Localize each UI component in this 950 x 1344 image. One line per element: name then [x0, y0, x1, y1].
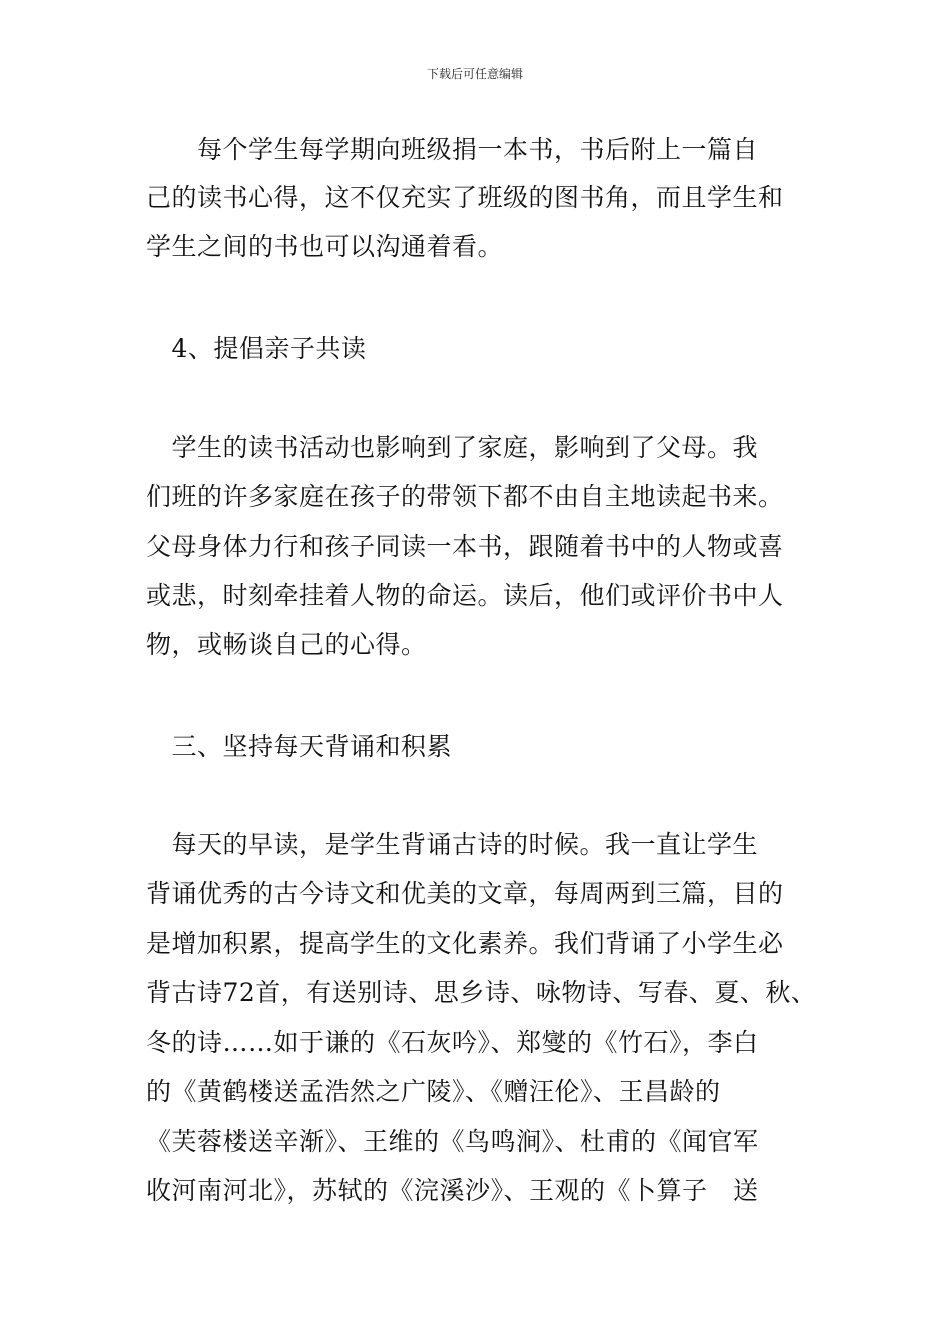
paragraph-2-line-5: 物，或畅谈自己的心得。: [146, 630, 427, 659]
page-header: 下载后可任意编辑: [426, 67, 523, 81]
paragraph-1-line-3: 学生之间的书也可以沟通着看。: [146, 232, 504, 261]
paragraph-2-line-3: 父母身体力行和孩子同读一本书，跟随着书中的人物或喜: [146, 532, 784, 561]
paragraph-3-line-4: 背古诗72首，有送别诗、思乡诗、咏物诗、写春、夏、秋、: [146, 978, 817, 1007]
paragraph-2-line-2: 们班的许多家庭在孩子的带领下都不由自主地读起书来。: [146, 482, 784, 511]
paragraph-3-line-8: 收河南河北》，苏轼的《浣溪沙》、王观的《卜算子 送: [146, 1176, 759, 1205]
paragraph-3-line-5: 冬的诗……如于谦的《石灰吟》、郑燮的《竹石》，李白: [146, 1028, 759, 1057]
paragraph-3-line-3: 是增加积累，提高学生的文化素养。我们背诵了小学生必: [146, 929, 784, 958]
paragraph-1-line-2: 己的读书心得，这不仅充实了班级的图书角，而且学生和: [146, 183, 784, 212]
paragraph-2-line-4: 或悲，时刻牵挂着人物的命运。读后，他们或评价书中人: [146, 581, 784, 610]
paragraph-3-line-7: 《芙蓉楼送辛渐》、王维的《鸟鸣涧》、杜甫的《闻官军: [146, 1127, 759, 1156]
paragraph-2-line-1: 学生的读书活动也影响到了家庭，影响到了父母。我: [146, 433, 759, 462]
paragraph-3-line-6: 的《黄鹤楼送孟浩然之广陵》、《赠汪伦》、王昌龄的: [146, 1077, 721, 1106]
section-heading-4: 4、提倡亲子共读: [146, 334, 367, 363]
paragraph-3-line-1: 每天的早读，是学生背诵古诗的时候。我一直让学生: [146, 830, 759, 859]
paragraph-1-line-1: 每个学生每学期向班级捐一本书，书后附上一篇自: [146, 135, 759, 164]
section-heading-3: 三、坚持每天背诵和积累: [146, 732, 453, 761]
paragraph-3-line-2: 背诵优秀的古今诗文和优美的文章，每周两到三篇，目的: [146, 879, 784, 908]
